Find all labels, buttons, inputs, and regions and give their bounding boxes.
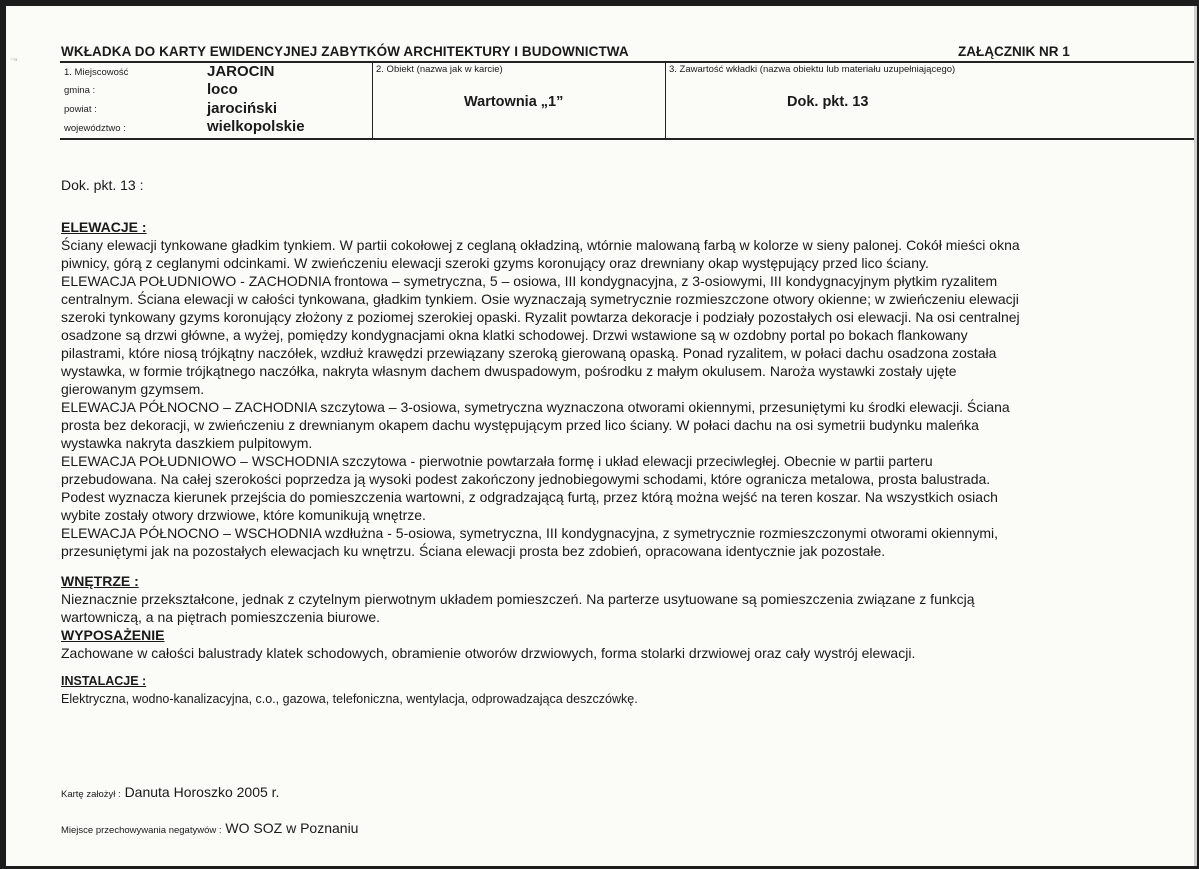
negatives-value: WO SOZ w Poznaniu xyxy=(225,820,359,836)
contents-label: 3. Zawartość wkładki (nazwa obiektu lub materiału uzupełniającego) xyxy=(669,64,956,75)
scan-mark: ⁻ⁿ xyxy=(10,56,18,65)
header-divider-1 xyxy=(372,61,373,140)
header-divider-2 xyxy=(665,61,666,140)
annex-number: ZAŁĄCZNIK NR 1 xyxy=(958,44,1070,59)
author-value: Danuta Horoszko 2005 r. xyxy=(124,784,280,800)
negatives-label: Miejsce przechowywania negatywów : xyxy=(61,825,222,836)
section-heading-elewacje: ELEWACJE : xyxy=(61,219,147,235)
object-label: 2. Obiekt (nazwa jak w karcie) xyxy=(376,64,503,75)
miejscowosc-value: JAROCIN xyxy=(207,63,275,80)
header-bottom-rule xyxy=(60,138,1194,140)
miejscowosc-label: 1. Miejscowość xyxy=(64,67,129,78)
gmina-value: loco xyxy=(207,81,238,98)
object-name: Wartownia „1” xyxy=(464,94,564,110)
powiat-value: jarociński xyxy=(207,100,278,117)
author-line xyxy=(61,784,279,800)
record-card xyxy=(6,6,1197,866)
section-text-wyposazenie: Zachowane w całości balustrady klatek schodowych, obramienie otworów drzwiowych, forma stolarki drzwiowej oraz cały wystrój elewacji. xyxy=(61,645,916,661)
section-text-wnetrze: Nieznacznie przekształcone, jednak z czytelnym pierwotnym układem pomieszczeń. Na parterze usytuowane są pomieszczenia związane z funkcją wartowniczą, a na piętrach pomieszczenia biurowe. xyxy=(61,591,975,625)
powiat-label: powiat : xyxy=(64,104,97,115)
author-label: Kartę założył : xyxy=(61,789,121,800)
section-text-instalacje: Elektryczna, wodno-kanalizacyjna, c.o., gazowa, telefoniczna, wentylacja, odprowadzająca deszczówkę. xyxy=(61,692,638,706)
card-title: WKŁADKA DO KARTY EWIDENCYJNEJ ZABYTKÓW ARCHITEKTURY I BUDOWNICTWA xyxy=(61,44,629,59)
wojewodztwo-label: województwo : xyxy=(64,123,126,134)
gmina-label: gmina : xyxy=(64,85,96,96)
section-heading-instalacje: INSTALACJE : xyxy=(61,674,147,688)
contents-value: Dok. pkt. 13 xyxy=(787,94,869,110)
section-heading-wyposazenie: WYPOSAŻENIE xyxy=(61,627,165,643)
wojewodztwo-value: wielkopolskie xyxy=(207,118,305,135)
document-body xyxy=(61,176,1141,708)
doc-reference: Dok. pkt. 13 : xyxy=(61,177,144,193)
section-heading-wnetrze: WNĘTRZE : xyxy=(61,573,139,589)
negatives-line xyxy=(61,820,358,836)
section-text-elewacje: Ściany elewacji tynkowane gładkim tynkiem. W partii cokołowej z ceglaną okładziną, wtórnie malowaną farbą w kolorze w sieny palonej. Cokół mieści okna piwnicy, górą z ceglanymi odcinkami. W zwieńczeniu elewacji szeroki gzyms koronujący oraz drewniany okap występujący przed lico ściany. ELEWACJA POŁUDNIOWO - ZACHODNIA frontowa – symetryczna, 5 – osiowa, III kondygnacyjna, z 3-osiowymi, III kondygnacyjnym płytkim ryzalitem centralnym. Ściana elewacji w całości tynkowana, gładkim tynkiem. Osie wyznaczają symetrycznie rozmieszczone otwory okienne; w zwieńczeniu elewacji szeroki tynkowany gzyms koronujący złożony z poziomej szerokiej opaski. Ryzalit powtarza dekoracje i podziały pozostałych osi elewacji. Na osi centralnej osadzone są drzwi główne, a wyżej, pomiędzy kondygnacjami okna klatki schodowej. Drzwi wstawione są w ozdobny portal po bokach flankowany pilastrami, które niosą trójkątny naczółek, wzdłuż krawędzi przewiązany szeroką gierowaną opaską. Ponad ryzalitem, w połaci dachu osadzona została wystawka, w formie trójkątnego naczółka, nakryta własnym dachem dwuspadowym, pośrodku z małym okulusem. Naroża wystawki zostały ujęte gierowanym gzymsem. ELEWACJA PÓŁNOCNO – ZACHODNIA szczytowa – 3-osiowa, symetryczna wyznaczona otworami okiennymi, przesuniętymi ku środki elewacji. Ściana prosta bez dekoracji, w zwieńczeniu z drewnianym okapem dachu występującym przed lico ściany. W połaci dachu na osi symetrii budynku maleńka wystawka nakryta daszkiem pulpitowym. ELEWACJA POŁUDNIOWO – WSCHODNIA szczytowa - pierwotnie powtarzała formę i układ elewacji przeciwległej. Obecnie w partii parteru przebudowana. Na całej szerokości poprzedza ją wysoki podest zakończony jednobiegowymi schodami, które ogranicza metalowa, prosta balustrada. Podest wyznacza kierunek przejścia do pomieszczenia wartowni, z odgradzającą furtą, przez którą można wejść na teren koszar. Na wszystkich osiach wybite zostały otwory drzwiowe, które komunikują wnętrze. ELEWACJA PÓŁNOCNO – WSCHODNIA wzdłużna - 5-osiowa, symetryczna, III kondygnacyjna, z symetrycznie rozmieszczonymi otworami okiennymi, przesuniętymi jak na pozostałych elewacjach ku wnętrzu. Ściana elewacji prosta bez zdobień, opracowana identycznie jak pozostałe. xyxy=(61,237,1020,559)
